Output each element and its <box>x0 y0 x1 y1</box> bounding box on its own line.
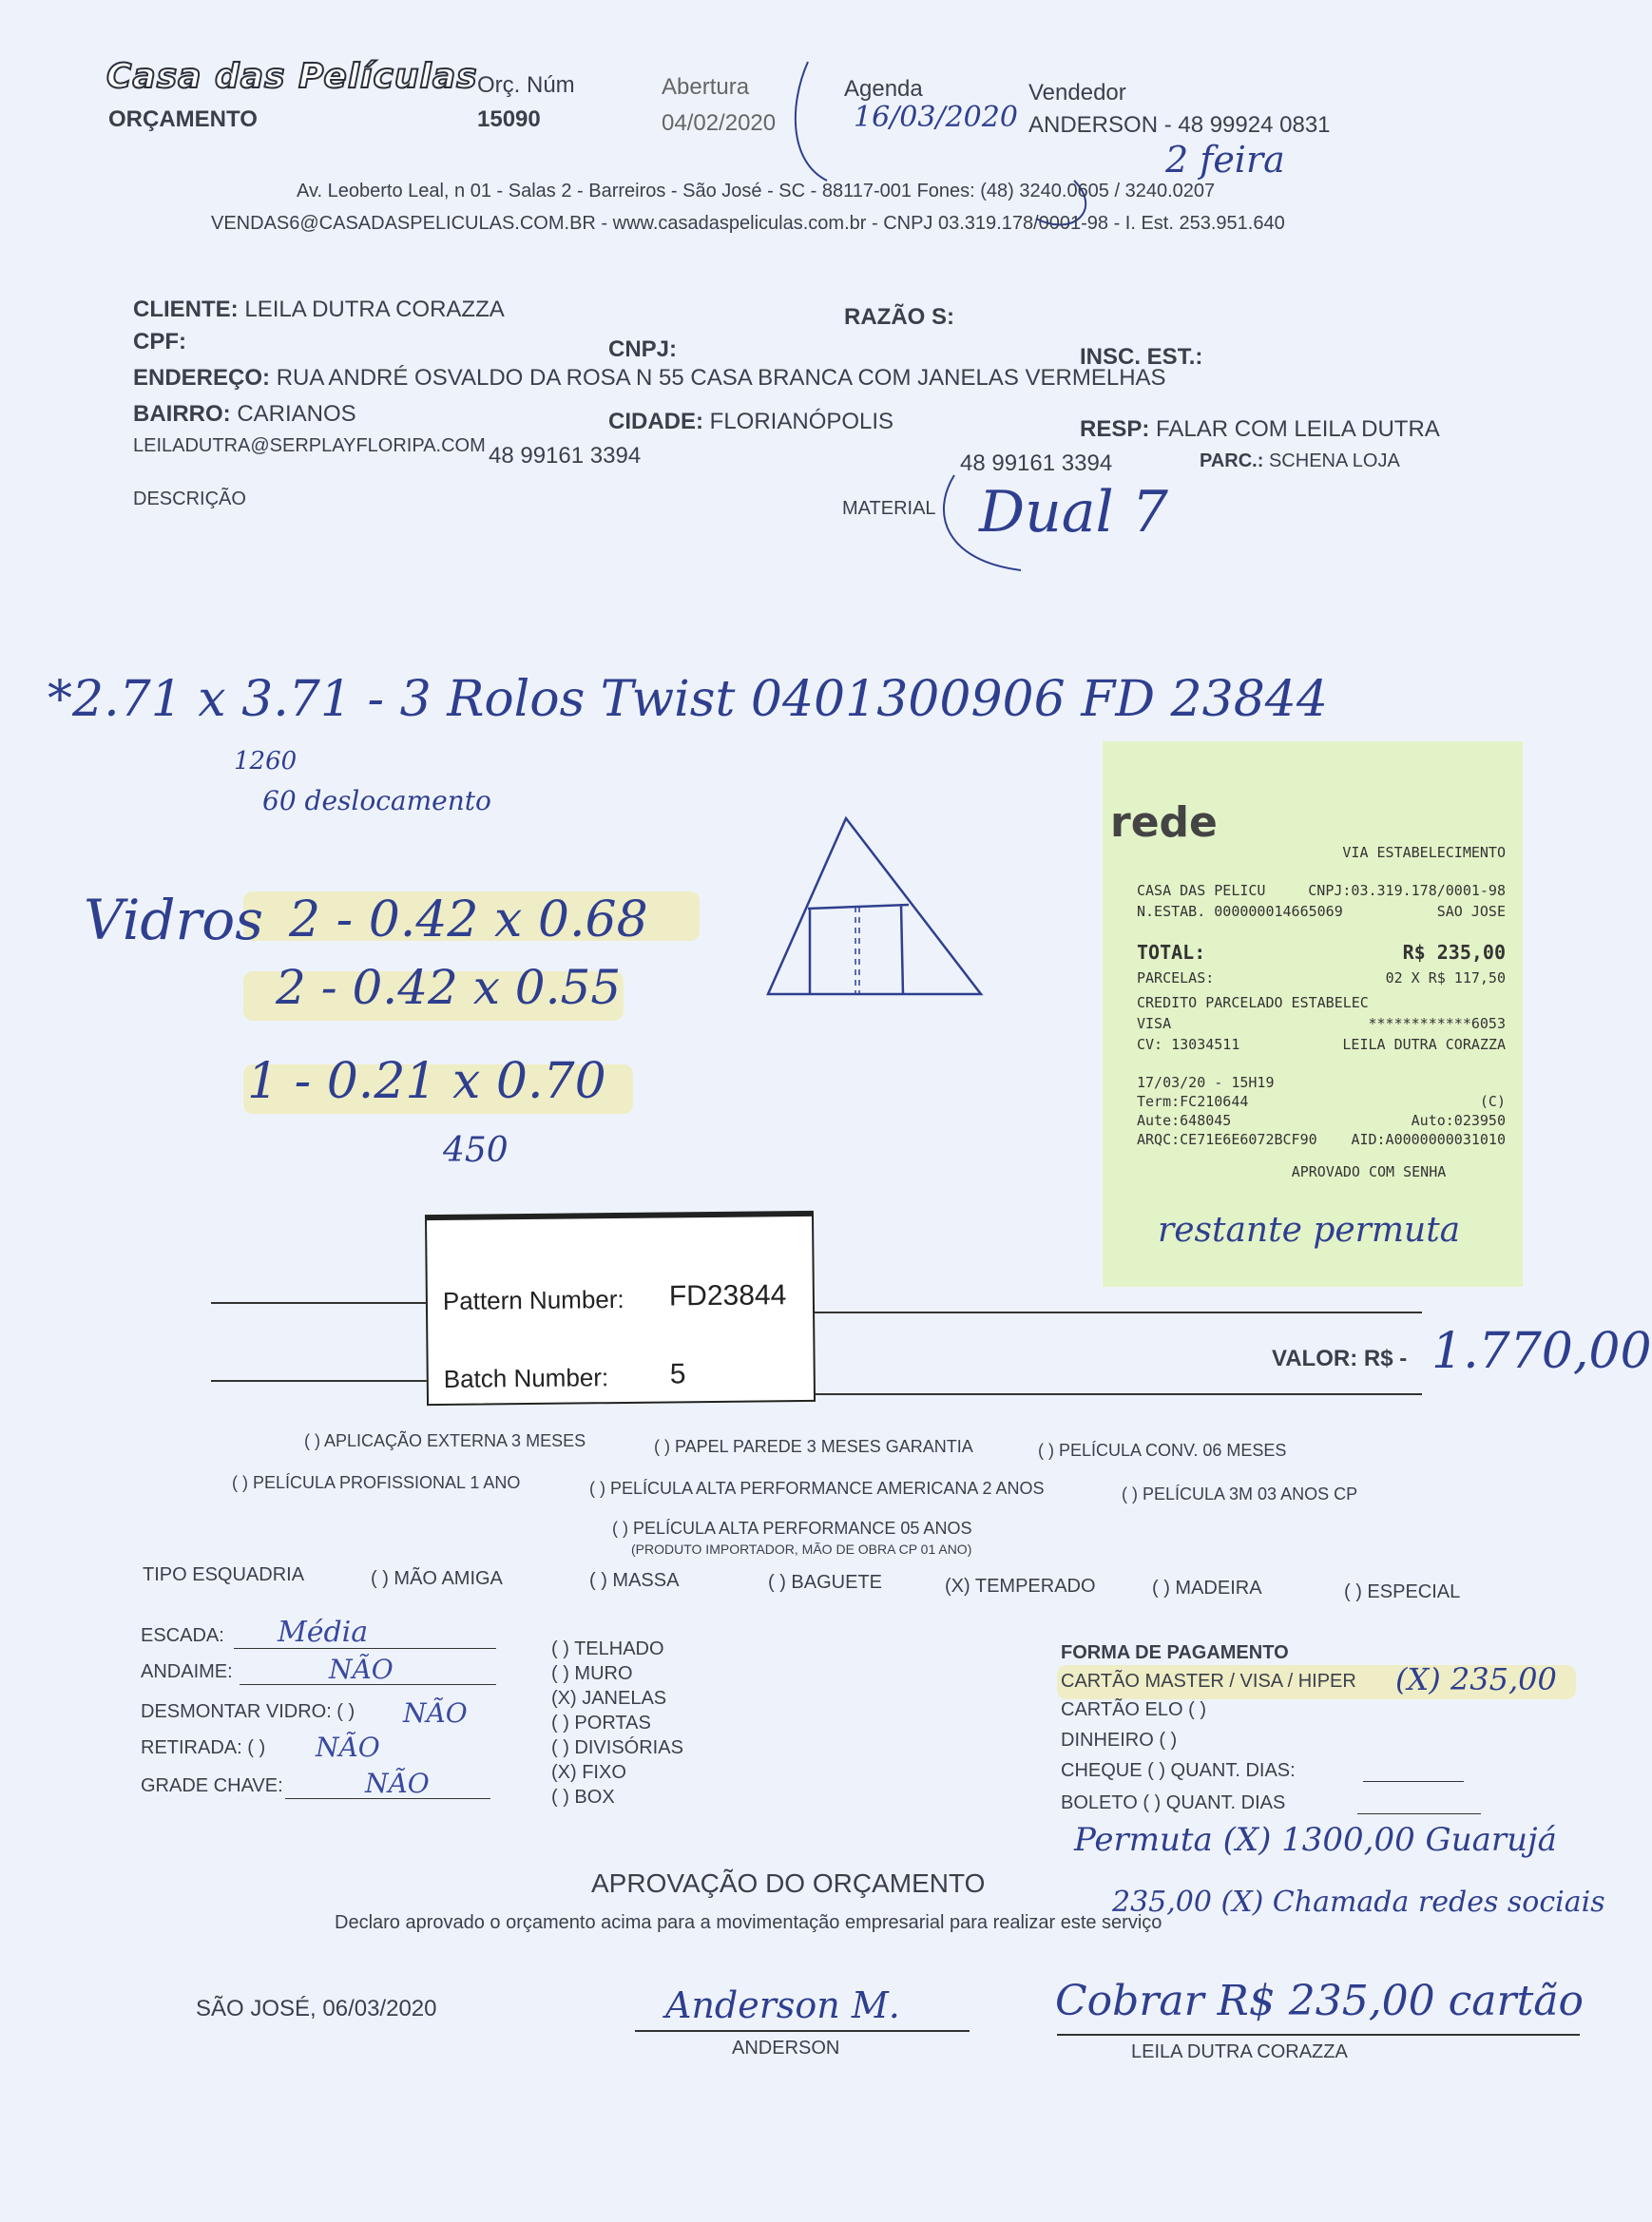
warranty-americana: ( ) PELÍCULA ALTA PERFORMANCE AMERICANA 2 ANOS <box>589 1479 1045 1498</box>
warranty-papel: ( ) PAPEL PAREDE 3 MESES GARANTIA <box>654 1437 973 1456</box>
batch-label: Batch Number: <box>443 1363 609 1393</box>
esquadria-baguete: ( ) BAGUETE <box>768 1572 883 1593</box>
receipt-datetime: 17/03/20 - 15H19 <box>1137 1074 1275 1091</box>
pagamento-title: FORMA DE PAGAMENTO <box>1061 1642 1289 1663</box>
local-fixo: (X) FIXO <box>551 1762 626 1783</box>
receipt-approved: APROVADO COM SENHA <box>1291 1163 1447 1180</box>
pagamento-cartao-master-mark: (X) 235,00 <box>1395 1661 1557 1697</box>
andaime-value: NÃO <box>329 1654 394 1685</box>
receipt-parcelas-label: PARCELAS: <box>1137 969 1215 986</box>
valor-value: 1.770,00 <box>1431 1323 1652 1380</box>
orc-num-value: 15090 <box>477 106 541 132</box>
grade-value: NÃO <box>365 1768 430 1799</box>
approval-title: APROVAÇÃO DO ORÇAMENTO <box>591 1868 986 1898</box>
measure-line: *2.71 x 3.71 - 3 Rolos Twist 0401300906 FD 23844 <box>48 671 1328 728</box>
cnpj-label: CNPJ: <box>608 336 678 362</box>
local-divisorias: ( ) DIVISÓRIAS <box>551 1737 683 1758</box>
rule-3 <box>211 1380 435 1382</box>
cidade-value: FLORIANÓPOLIS <box>709 409 894 434</box>
pagamento-boleto: BOLETO ( ) QUANT. DIAS <box>1061 1792 1286 1813</box>
agenda-note: 2 feira <box>1165 139 1285 181</box>
company-address: Av. Leoberto Leal, n 01 - Salas 2 - Barreiros - São José - SC - 88117-001 Fones: (48) 3240.0605 / 3240.0207 <box>297 181 1216 201</box>
measure-note-a: 1260 <box>234 747 298 776</box>
vidro-line-2: 2 - 0.42 x 0.55 <box>276 960 622 1015</box>
receipt-credito: CREDITO PARCELADO ESTABELEC <box>1137 994 1369 1011</box>
document-type: ORÇAMENTO <box>108 106 258 132</box>
retirada-value: NÃO <box>316 1732 380 1763</box>
cidade-label: CIDADE: <box>608 409 703 434</box>
vidro-line-3: 1 - 0.21 x 0.70 <box>247 1053 606 1110</box>
bairro-row <box>133 401 356 428</box>
bairro-value: CARIANOS <box>237 401 356 427</box>
cliente-value: LEILA DUTRA CORAZZA <box>244 297 505 322</box>
warranty-aplicacao: ( ) APLICAÇÃO EXTERNA 3 MESES <box>304 1431 586 1450</box>
resp-value: FALAR COM LEILA DUTRA <box>1156 416 1440 442</box>
local-telhado: ( ) TELHADO <box>551 1638 664 1659</box>
pagamento-permuta: Permuta (X) 1300,00 Guarujá <box>1074 1821 1557 1859</box>
esquadria-temperado: (X) TEMPERADO <box>945 1576 1096 1597</box>
pattern-label: Pattern Number: <box>442 1284 624 1315</box>
receipt-card-number: ************6053 <box>1368 1015 1506 1032</box>
parc-value: SCHENA LOJA <box>1268 450 1400 471</box>
agenda-circle-mark <box>789 48 1188 238</box>
batch-value: 5 <box>669 1358 686 1390</box>
signature-line-2 <box>1057 2034 1580 2036</box>
receipt-c-flag: (C) <box>1479 1093 1506 1110</box>
signer-2-name: LEILA DUTRA CORAZZA <box>1131 2041 1348 2062</box>
razao-label: RAZÃO S: <box>844 304 954 330</box>
signer-1-name: ANDERSON <box>732 2038 840 2059</box>
signature-line-1 <box>635 2030 970 2032</box>
cliente-row <box>133 297 505 323</box>
receipt-aid: AID:A0000000031010 <box>1351 1131 1506 1148</box>
pagamento-permuta-2: 235,00 (X) Chamada redes sociais <box>1112 1886 1605 1919</box>
vendedor-label: Vendedor <box>1028 80 1126 105</box>
parc-label: PARC.: <box>1200 450 1264 471</box>
pagamento-cartao-master: CARTÃO MASTER / VISA / HIPER <box>1061 1671 1356 1692</box>
local-muro: ( ) MURO <box>551 1663 633 1684</box>
pagamento-cartao-elo: CARTÃO ELO ( ) <box>1061 1699 1206 1720</box>
material-label: MATERIAL <box>842 498 936 519</box>
window-sketch <box>760 814 989 1004</box>
receipt-brand: rede <box>1110 798 1218 847</box>
endereco-label: ENDEREÇO: <box>133 365 271 391</box>
receipt-cnpj: CNPJ:03.319.178/0001-98 <box>1308 882 1506 899</box>
vidros-total: 450 <box>443 1131 509 1170</box>
orc-num-label: Orç. Núm <box>477 72 575 98</box>
client-phone-1: 48 99161 3394 <box>489 443 642 469</box>
receipt-city: SAO JOSE <box>1436 903 1506 920</box>
abertura-value: 04/02/2020 <box>662 110 777 136</box>
pattern-sticker <box>425 1211 816 1406</box>
receipt-via: VIA ESTABELECIMENTO <box>1342 844 1506 861</box>
pagamento-cheque: CHEQUE ( ) QUANT. DIAS: <box>1061 1760 1296 1781</box>
receipt-note: restante permuta <box>1158 1211 1461 1250</box>
rule-4 <box>814 1393 1422 1395</box>
vendedor-value: ANDERSON - 48 99924 0831 <box>1028 112 1331 138</box>
local-portas: ( ) PORTAS <box>551 1713 651 1734</box>
endereco-row <box>133 365 1166 392</box>
approval-text: Declaro aprovado o orçamento acima para a movimentação empresarial para realizar este serviço <box>335 1912 1162 1933</box>
receipt-holder: LEILA DUTRA CORAZZA <box>1342 1036 1506 1053</box>
pagamento-dinheiro: DINHEIRO ( ) <box>1061 1730 1178 1751</box>
local-box: ( ) BOX <box>551 1787 615 1808</box>
grade-label: GRADE CHAVE: <box>141 1775 283 1796</box>
receipt-total-label: TOTAL: <box>1137 941 1206 964</box>
receipt-term: Term:FC210644 <box>1137 1093 1249 1110</box>
warranty-conv: ( ) PELÍCULA CONV. 06 MESES <box>1038 1441 1287 1460</box>
cheque-line <box>1363 1781 1464 1782</box>
warranty-profissional: ( ) PELÍCULA PROFISSIONAL 1 ANO <box>232 1473 521 1492</box>
cidade-row <box>608 409 893 435</box>
approval-place-date: SÃO JOSÉ, 06/03/2020 <box>196 1996 437 2021</box>
receipt-card: VISA <box>1137 1015 1172 1032</box>
client-email: LEILADUTRA@SERPLAYFLORIPA.COM <box>133 435 486 456</box>
company-contact: VENDAS6@CASADASPELICULAS.COM.BR - www.casadaspeliculas.com.br - CNPJ 03.319.178/0001-98 - I. Est. 253.951.640 <box>211 213 1285 234</box>
warranty-alta-05-note: (PRODUTO IMPORTADOR, MÃO DE OBRA CP 01 ANO) <box>631 1542 972 1557</box>
company-logo: Casa das Películas <box>106 57 478 96</box>
agenda-value: 16/03/2020 <box>854 101 1018 134</box>
signature-anderson: Anderson M. <box>665 1984 900 2026</box>
resp-label: RESP: <box>1080 416 1150 442</box>
abertura-label: Abertura <box>662 74 750 100</box>
material-value: Dual 7 <box>979 479 1168 546</box>
parc-row <box>1200 450 1400 472</box>
esquadria-mao-amiga: ( ) MÃO AMIGA <box>371 1568 503 1589</box>
receipt-cv: CV: 13034511 <box>1137 1036 1240 1053</box>
esquadria-especial: ( ) ESPECIAL <box>1344 1581 1461 1602</box>
cliente-label: CLIENTE: <box>133 297 239 322</box>
receipt-aute: Aute:648045 <box>1137 1112 1232 1129</box>
resp-row <box>1080 416 1440 443</box>
andaime-label: ANDAIME: <box>141 1661 233 1682</box>
signature-client: Cobrar R$ 235,00 cartão <box>1055 1977 1584 2025</box>
escada-value: Média <box>278 1616 369 1649</box>
boleto-line <box>1357 1813 1481 1814</box>
rule-1 <box>211 1302 435 1304</box>
client-phone-2: 48 99161 3394 <box>960 450 1113 476</box>
agenda-label: Agenda <box>844 76 923 102</box>
receipt-parcelas: 02 X R$ 117,50 <box>1385 969 1506 986</box>
measure-note-b: 60 deslocamento <box>262 785 491 816</box>
receipt-total: R$ 235,00 <box>1402 941 1506 964</box>
warranty-3m: ( ) PELÍCULA 3M 03 ANOS CP <box>1122 1485 1358 1504</box>
esquadria-massa: ( ) MASSA <box>589 1570 680 1591</box>
desmontar-value: NÃO <box>403 1697 468 1729</box>
receipt-arqc: ARQC:CE71E6E6072BCF90 <box>1137 1131 1317 1148</box>
insc-est-label: INSC. EST.: <box>1080 344 1203 370</box>
bairro-label: BAIRRO: <box>133 401 231 427</box>
descricao-label: DESCRIÇÃO <box>133 488 246 509</box>
escada-label: ESCADA: <box>141 1625 224 1646</box>
rule-2 <box>814 1312 1422 1313</box>
retirada-label: RETIRADA: ( ) <box>141 1737 266 1758</box>
esquadria-label: TIPO ESQUADRIA <box>143 1564 305 1585</box>
pattern-value: FD23844 <box>668 1279 787 1312</box>
esquadria-madeira: ( ) MADEIRA <box>1152 1578 1262 1599</box>
receipt-auto: Auto:023950 <box>1411 1112 1506 1129</box>
valor-label: VALOR: R$ - <box>1272 1346 1408 1371</box>
desmontar-label: DESMONTAR VIDRO: ( ) <box>141 1701 355 1722</box>
cpf-label: CPF: <box>133 329 186 354</box>
warranty-alta-05: ( ) PELÍCULA ALTA PERFORMANCE 05 ANOS <box>612 1519 972 1538</box>
vidro-line-1: 2 - 0.42 x 0.68 <box>289 891 648 948</box>
vidros-label: Vidros <box>84 888 263 952</box>
endereco-value: RUA ANDRÉ OSVALDO DA ROSA N 55 CASA BRANCA COM JANELAS VERMELHAS <box>276 365 1166 391</box>
receipt-estab: N.ESTAB. 000000014665069 <box>1137 903 1343 920</box>
card-receipt <box>1103 741 1523 1287</box>
receipt-merchant: CASA DAS PELICU <box>1137 882 1266 899</box>
local-janelas: (X) JANELAS <box>551 1688 667 1709</box>
